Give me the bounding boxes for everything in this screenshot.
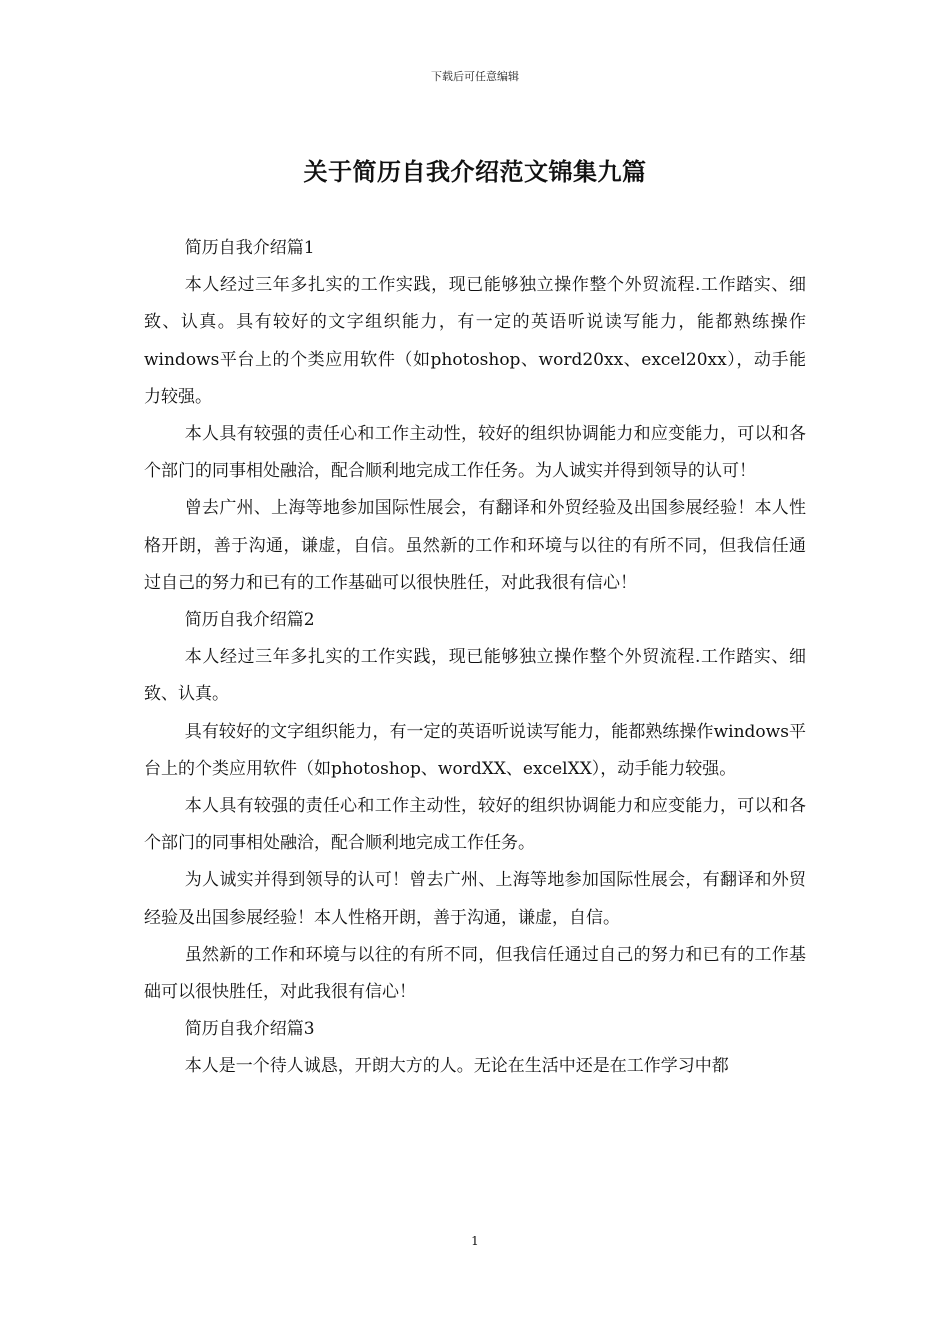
paragraph: 本人经过三年多扎实的工作实践，现已能够独立操作整个外贸流程.工作踏实、细致、认真。具有较好的文字组织能力，有一定的英语听说读写能力，能都熟练操作windows平台上的个类应用软件（如photoshop、word20xx、excel20xx），动手能力较强。: [144, 275, 806, 407]
paragraph: 本人经过三年多扎实的工作实践，现已能够独立操作整个外贸流程.工作踏实、细致、认真。: [144, 647, 806, 705]
paragraph: 具有较好的文字组织能力，有一定的英语听说读写能力，能都熟练操作windows平台上的个类应用软件（如photoshop、wordXX、excelXX），动手能力较强。: [144, 721, 806, 779]
paragraph: 本人具有较强的责任心和工作主动性，较好的组织协调能力和应变能力，可以和各个部门的同事相处融洽，配合顺利地完成工作任务。: [144, 796, 806, 854]
paragraph: 为人诚实并得到领导的认可！曾去广州、上海等地参加国际性展会，有翻译和外贸经验及出国参展经验！本人性格开朗，善于沟通，谦虚，自信。: [144, 870, 806, 928]
section-heading-1: 简历自我介绍篇1: [184, 238, 315, 258]
section-heading-3: 简历自我介绍篇3: [184, 1019, 315, 1040]
document-body: [144, 230, 806, 1086]
section-heading-2: 简历自我介绍篇2: [184, 610, 315, 631]
paragraph: 本人具有较强的责任心和工作主动性，较好的组织协调能力和应变能力，可以和各个部门的同事相处融洽，配合顺利地完成工作任务。为人诚实并得到领导的认可！: [144, 424, 806, 482]
page-number: 1: [471, 1234, 479, 1248]
document-title: 关于简历自我介绍范文锦集九篇: [303, 157, 647, 186]
paragraph: 本人是一个待人诚恳，开朗大方的人。无论在生活中还是在工作学习中都: [184, 1056, 729, 1077]
header-note: 下载后可任意编辑: [431, 70, 519, 83]
paragraph: 曾去广州、上海等地参加国际性展会，有翻译和外贸经验及出国参展经验！本人性格开朗，善于沟通，谦虚，自信。虽然新的工作和环境与以往的有所不同，但我信任通过自己的努力和已有的工作基础可以很快胜任，对此我很有信心！: [144, 498, 806, 593]
paragraph: 虽然新的工作和环境与以往的有所不同，但我信任通过自己的努力和已有的工作基础可以很快胜任，对此我很有信心！: [144, 944, 806, 1003]
